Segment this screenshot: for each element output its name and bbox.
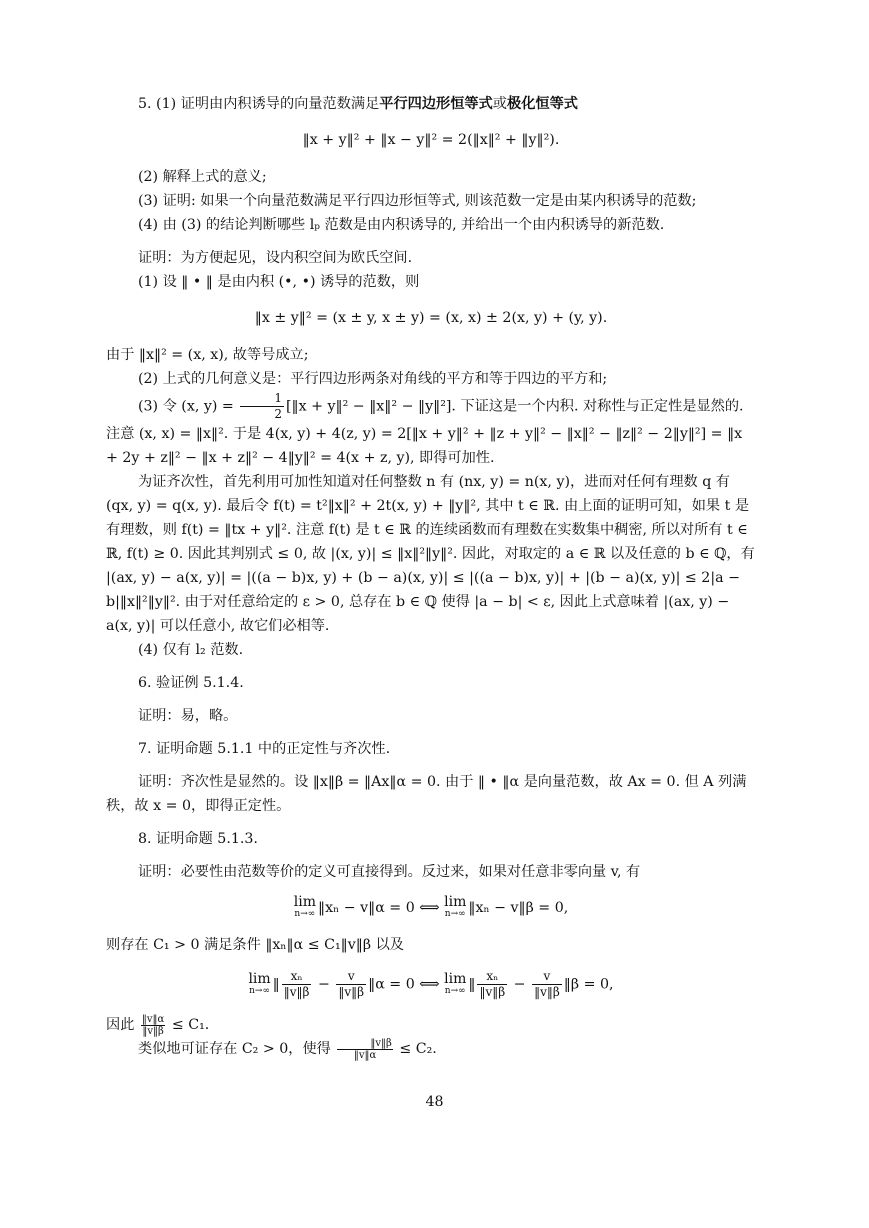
- step-3-start: (3) 令 (x, y) =: [138, 398, 234, 415]
- fraction-numerator: xₙ: [282, 969, 312, 985]
- iff-symbol: ⟺: [419, 900, 440, 916]
- ratio-bound-c2: ≤ C₂.: [399, 1041, 437, 1057]
- page-number: 48: [425, 1094, 444, 1110]
- problem-5-text: 5. (1) 证明由内积诱导的向量范数满足: [138, 96, 380, 112]
- problem-7-heading: 7. 证明命题 5.1.1 中的正定性与齐次性.: [138, 741, 391, 757]
- problem-5-proof-step-2: (2) 上式的几何意义是：平行四边形两条对角线的平方和等于四边的平方和;: [138, 371, 608, 387]
- iff-symbol: ⟺: [419, 976, 440, 993]
- problem-5-proof-step-1: (1) 设 ‖ • ‖ 是由内积 (•, •) 诱导的范数，则: [138, 274, 420, 290]
- fraction-numerator: xₙ: [477, 969, 507, 985]
- problem-6-heading: 6. 验证例 5.1.4.: [138, 675, 244, 691]
- problem-5-heading: [106, 92, 756, 116]
- fraction-numerator: v: [336, 969, 366, 985]
- problem-5-proof-step-1-end: 由于 ‖x‖² = (x, x), 故等号成立;: [106, 347, 309, 363]
- limit-operator: [444, 896, 466, 920]
- similar-text: 类似地可证存在 C₂ > 0，使得: [138, 1041, 331, 1057]
- ratio-bound-c1: ≤ C₁.: [171, 1017, 210, 1033]
- problem-8-heading: 8. 证明命题 5.1.3.: [138, 831, 258, 847]
- ratio-numerator: ‖v‖β: [337, 1038, 392, 1050]
- fraction-xn-over-norm: [477, 969, 507, 1000]
- lim-word: lim: [293, 894, 316, 910]
- ratio-alpha-over-beta: [141, 1014, 165, 1037]
- limit-alpha-norm: ‖xₙ − v‖α = 0: [317, 900, 415, 916]
- ratio-denominator: ‖v‖α: [353, 1049, 377, 1061]
- lim-subscript: n→∞: [444, 985, 466, 996]
- problem-8-similar: [106, 1037, 756, 1061]
- problem-5-proof-step-3: [106, 391, 756, 470]
- problem-5-proof-intro: 证明：为方便起见，设内积空间为欧氏空间.: [138, 250, 413, 266]
- problem-5-part-4: (4) 由 (3) 的结论判断哪些 lₚ 范数是由内积诱导的, 并给出一个由内积诱导的新范数.: [138, 217, 665, 233]
- page-content: [106, 92, 756, 1061]
- fraction-denominator: ‖v‖β: [283, 985, 310, 999]
- fraction-v-over-norm: [336, 969, 366, 1000]
- fraction-denominator: ‖v‖β: [479, 985, 506, 999]
- fraction-v-over-norm: [532, 969, 562, 1000]
- fraction-denominator: 2: [274, 407, 282, 421]
- fraction-one-half: [240, 391, 284, 422]
- problem-8-therefore: [106, 1013, 756, 1037]
- fraction-numerator: 1: [240, 391, 284, 407]
- lim-word: lim: [444, 894, 467, 910]
- heading-or: 或: [492, 96, 507, 112]
- problem-6-proof: 证明：易，略。: [138, 708, 238, 724]
- term-polarization-identity: 极化恒等式: [507, 96, 578, 112]
- problem-5-proof-step-4: (4) 仅有 l₂ 范数.: [138, 642, 244, 658]
- limit-alpha-end: ‖α = 0: [368, 976, 415, 993]
- lim-word: lim: [444, 970, 467, 987]
- fraction-denominator: ‖v‖β: [338, 985, 365, 999]
- lim-subscript: n→∞: [249, 985, 270, 996]
- fraction-numerator: v: [532, 969, 562, 985]
- ratio-denominator: ‖v‖β: [142, 1025, 164, 1037]
- problem-5-part-3: (3) 证明: 如果一个向量范数满足平行四边形恒等式, 则该范数一定是由某内积诱导的范数;: [138, 193, 697, 209]
- equation-normalized-limit: lim n→∞ ‖ $\frac{\text{xₙ}}{‖v‖\beta}$ − $\frac{v}{‖v‖\beta}$ ‖α = 0 ⟺ lim n→∞ ‖ $\frac{\text{xₙ}}{‖v‖\beta}$ − $\frac{v}{‖v‖\beta}$ ‖β = 0,: [248, 969, 614, 999]
- lim-word: lim: [248, 970, 271, 987]
- ratio-beta-over-alpha: [337, 1038, 392, 1061]
- problem-5-proof-homogeneity: 为证齐次性，首先利用可加性知道对任何整数 n 有 (nx, y) = n(x, y)，进而对任何有理数 q 有 (qx, y) = q(x, y). 最后令 f(t) = t²‖x‖² + 2t(x, y) + ‖y‖², 其中 t ∈ ℝ. 由上面的证明可知，如果 t 是有理数，则 f(t) = ‖tx + y‖². 注意 f(t) 是 t ∈ ℝ 的连续函数而有理数在实数集中稠密, 所以对所有 t ∈ ℝ, f(t) ≥ 0. 因此其判别式 ≤ 0, 故 |(x, y)| ≤ ‖x‖²‖y‖². 因此，对取定的 a ∈ ℝ 以及任意的 b ∈ ℚ，有 |(ax, y) − a(x, y)| = |((a − b)x, y) + (b − a)(x, y)| ≤ |((a − b)x, y)| + |(b − a)(x, y)| ≤ 2|a − b|‖x‖²‖y‖². 由于对任意给定的 ε > 0, 总存在 b ∈ ℚ 使得 |a − b| < ε, 因此上式意味着 |(ax, y) − a(x, y)| 可以任意小, 故它们必相等.: [106, 474, 755, 634]
- limit-operator: [248, 970, 271, 997]
- term-parallelogram-identity: 平行四边形恒等式: [379, 96, 493, 112]
- problem-8-proof-intro: 证明：必要性由范数等价的定义可直接得到。反过来，如果对任意非零向量 v, 有: [138, 864, 641, 880]
- step-3-body: [‖x + y‖² − ‖x‖² − ‖y‖²]. 下证这是一个内积. 对称性与正定性是显然的. 注意 (x, x) = ‖x‖². 于是 4(x, y) + 4(z, y) = 2[‖x + y‖² + ‖z + y‖² − ‖x‖² − ‖z‖² − 2‖y‖²] = ‖x + 2y + z‖² − ‖x + z‖² − 4‖y‖² = 4(x + z, y), 即得可加性.: [106, 398, 744, 466]
- fraction-denominator: ‖v‖β: [534, 985, 560, 999]
- equation-limit-equivalence: [106, 896, 756, 920]
- therefore-text: 因此: [106, 1017, 135, 1033]
- equation-parallelogram: ‖x + y‖² + ‖x − y‖² = 2(‖x‖² + ‖y‖²).: [302, 132, 560, 148]
- limit-operator: [294, 896, 316, 920]
- limit-operator: [444, 970, 467, 997]
- equation-norm-expansion: ‖x ± y‖² = (x ± y, x ± y) = (x, x) ± 2(x, y) + (y, y).: [254, 310, 608, 326]
- ratio-numerator: ‖v‖α: [141, 1013, 165, 1025]
- limit-beta-end: ‖β = 0,: [563, 976, 614, 993]
- lim-subscript: n→∞: [444, 909, 466, 919]
- limit-beta-norm: ‖xₙ − v‖β = 0,: [468, 900, 569, 916]
- problem-7-proof: 证明：齐次性是显然的。设 ‖x‖β = ‖Ax‖α = 0. 由于 ‖ • ‖α 是向量范数，故 Ax = 0. 但 A 列满秩，故 x = 0，即得正定性。: [106, 774, 747, 814]
- lim-subscript: n→∞: [294, 909, 316, 919]
- problem-8-then: 则存在 C₁ > 0 满足条件 ‖xₙ‖α ≤ C₁‖v‖β 以及: [106, 937, 404, 953]
- fraction-xn-over-norm: [282, 969, 312, 1000]
- problem-5-part-2: (2) 解释上式的意义;: [138, 169, 267, 185]
